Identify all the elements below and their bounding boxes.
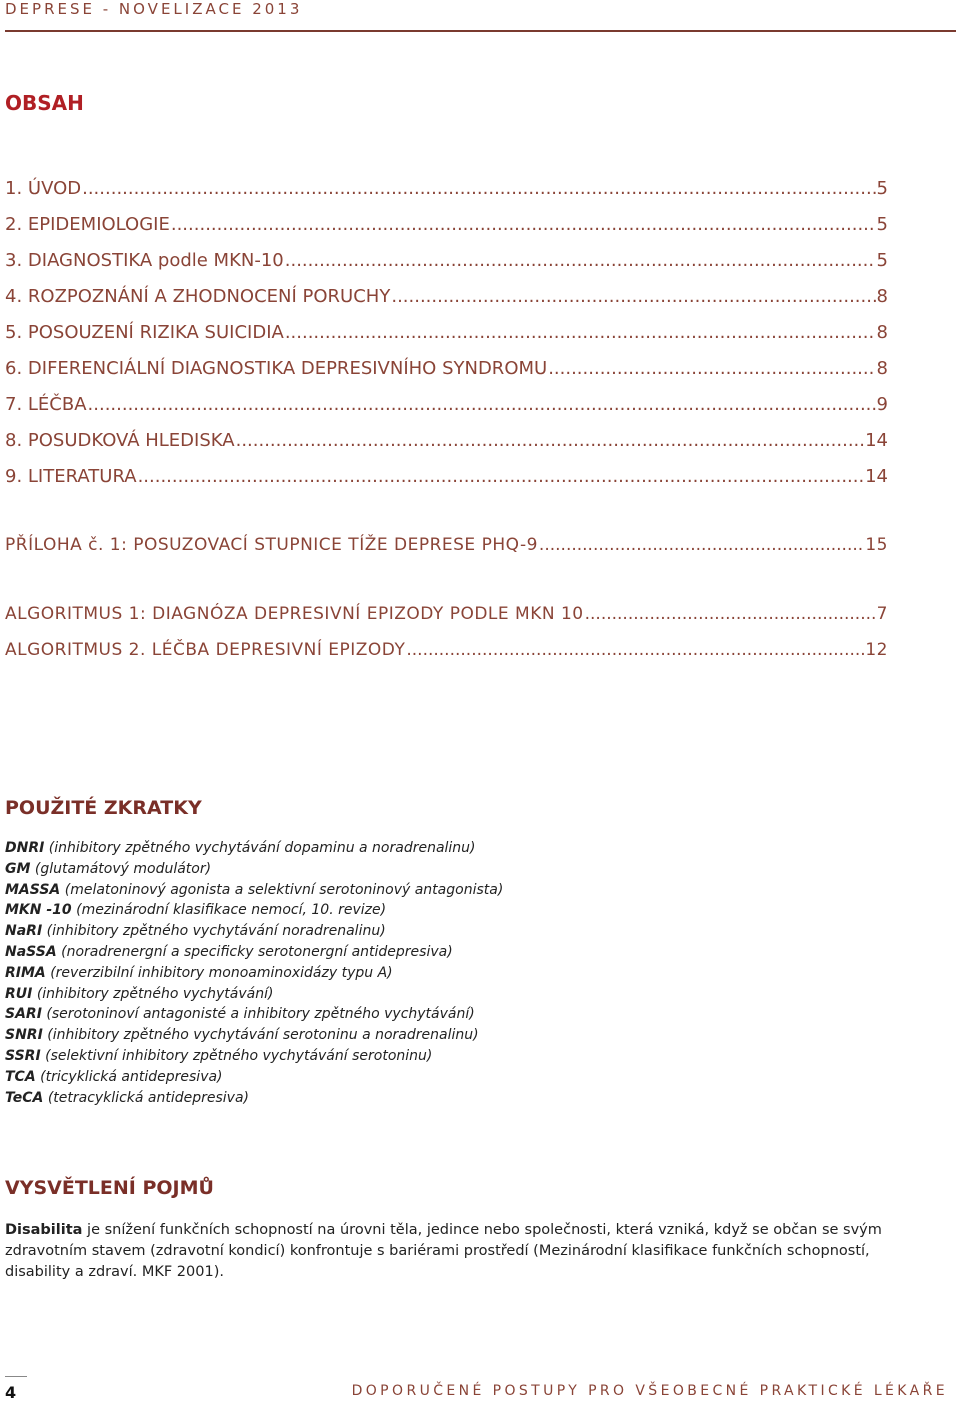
toc-algorithm-item[interactable]: ALGORITMUS 1: DIAGNÓZA DEPRESIVNÍ EPIZODY PODLE MKN 10 ..... 7 (5, 604, 888, 640)
toc-item[interactable]: 4. ROZPOZNÁNÍ A ZHODNOCENÍ PORUCHY ..... 8 (5, 286, 888, 322)
term-definition (5, 1220, 905, 1283)
abbreviation-item: NaRI (inhibitory zpětného vychytávání noradrenalinu) (5, 923, 386, 940)
toc-appendix-item[interactable]: PŘÍLOHA č. 1: POSUZOVACÍ STUPNICE TÍŽE DEPRESE PHQ-9 ..... 15 (5, 535, 888, 571)
toc-item[interactable]: 6. DIFERENCIÁLNÍ DIAGNOSTIKA DEPRESIVNÍHO SYNDROMU ..... 8 (5, 358, 888, 394)
toc-item[interactable]: 8. POSUDKOVÁ HLEDISKA ..... 14 (5, 430, 888, 466)
toc-algorithm-list (5, 604, 888, 676)
abbreviation-item: MKN -10 (mezinárodní klasifikace nemocí, 10. revize) (5, 902, 387, 919)
abbreviation-item: SSRI (selektivní inhibitory zpětného vychytávání serotoninu) (5, 1047, 433, 1064)
abbreviation-item: DNRI (inhibitory zpětného vychytávání dopaminu a noradrenalinu) (5, 840, 476, 856)
abbreviation-item: TeCA (tetracyklická antidepresiva) (5, 1089, 250, 1106)
toc-heading: OBSAH (5, 91, 84, 115)
abbreviation-item: NaSSA (noradrenergní a specificky serotonergní antidepresiva) (5, 943, 453, 960)
header-title: DEPRESE - NOVELIZACE 2013 (5, 0, 303, 18)
toc-list (5, 178, 888, 502)
term-name: Disabilita (5, 1222, 83, 1238)
abbreviation-item: RUI (inhibitory zpětného vychytávání) (5, 985, 274, 1002)
abbreviation-item: RIMA (reverzibilní inhibitory monoaminoxidázy typu A) (5, 964, 393, 981)
abbreviation-list (5, 840, 503, 1110)
toc-item[interactable]: 9. LITERATURA ..... 14 (5, 466, 888, 502)
abbreviation-item: SARI (serotoninoví antagonisté a inhibitory zpětného vychytávání) (5, 1006, 475, 1023)
terms-heading: VYSVĚTLENÍ POJMŮ (5, 1177, 214, 1199)
toc-appendix-list (5, 535, 888, 571)
page-header (5, 0, 956, 32)
toc-item[interactable]: 3. DIAGNOSTIKA podle MKN-10 ..... 5 (5, 250, 888, 286)
term-text: je snížení funkčních schopností na úrovni těla, jedince nebo společnosti, která vzniká, když se občan se svým zdravotním stavem (zdravotní kondicí) konfrontuje s bariérami prostředí (Mezinárodní klasifikace funkčních schopností, disability a zdraví. MKF 2001). (5, 1222, 882, 1280)
abbreviations-heading: POUŽITÉ ZKRATKY (5, 797, 202, 819)
abbreviation-item: TCA (tricyklická antidepresiva) (5, 1068, 223, 1085)
footer-title: DOPORUČENÉ POSTUPY PRO VŠEOBECNÉ PRAKTICKÉ LÉKAŘE (351, 1383, 948, 1399)
footer-rule (5, 1376, 27, 1377)
toc-item[interactable]: 1. ÚVOD ..... 5 (5, 178, 888, 214)
abbreviation-item: GM (glutamátový modulátor) (5, 860, 212, 877)
toc-item[interactable]: 2. EPIDEMIOLOGIE ..... 5 (5, 214, 888, 250)
toc-algorithm-item[interactable]: ALGORITMUS 2. LÉČBA DEPRESIVNÍ EPIZODY ..... 12 (5, 640, 888, 676)
page-number: 4 (5, 1383, 17, 1402)
abbreviation-item: MASSA (melatoninový agonista a selektivní serotoninový antagonista) (5, 881, 504, 898)
toc-item[interactable]: 7. LÉČBA ..... 9 (5, 394, 888, 430)
toc-item[interactable]: 5. POSOUZENÍ RIZIKA SUICIDIA ..... 8 (5, 322, 888, 358)
abbreviation-item: SNRI (inhibitory zpětného vychytávání serotoninu a noradrenalinu) (5, 1027, 479, 1044)
